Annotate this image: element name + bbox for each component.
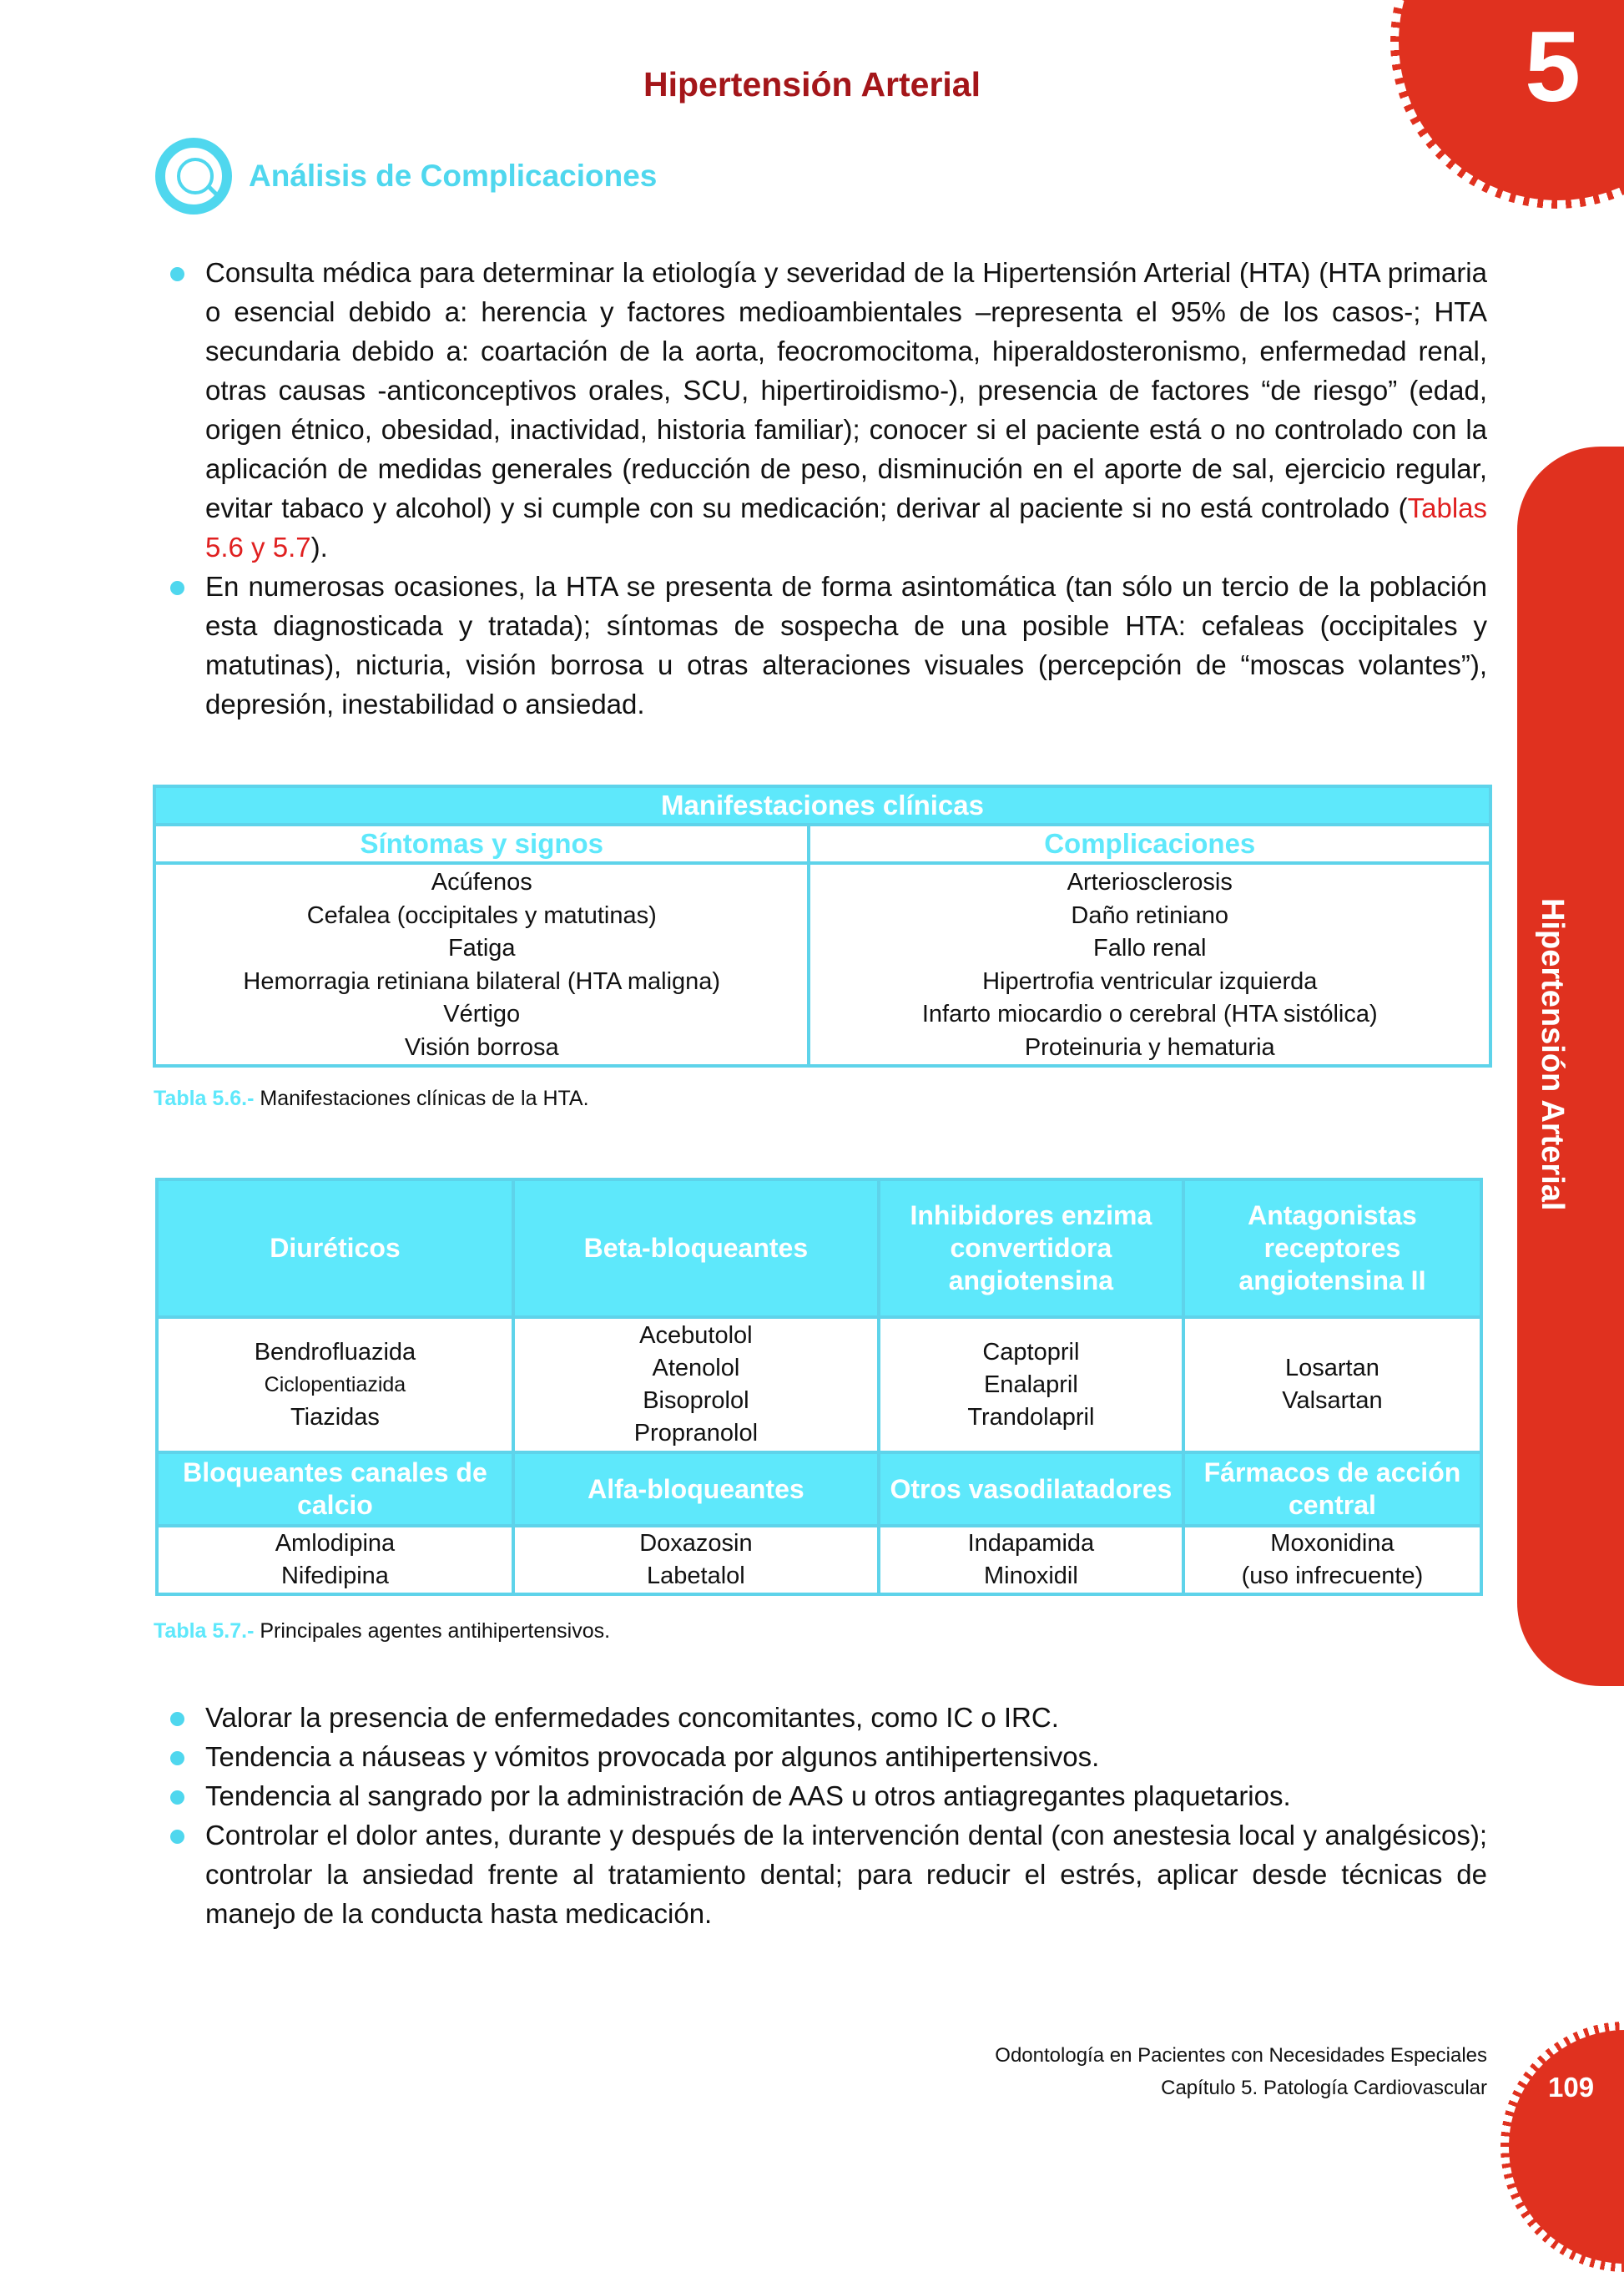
footer-chapter-title: Capítulo 5. Patología Cardiovascular <box>1161 2077 1487 2099</box>
table-cell <box>809 863 1490 1066</box>
caption-text: Manifestaciones clínicas de la HTA. <box>260 1087 589 1110</box>
list-item: (uso infrecuente) <box>1241 1563 1424 1589</box>
list-item: Enalapril <box>983 1371 1078 1398</box>
section-title: Análisis de Complicaciones <box>249 159 658 193</box>
list-item: Fatiga <box>447 935 516 962</box>
table-cell <box>879 1317 1183 1452</box>
column-header: Bloqueantes canales de calcio <box>157 1452 513 1526</box>
list-item: Tendencia a náuseas y vómitos provocada por algunos antihipertensivos. <box>170 1737 1487 1776</box>
list-item: Tiazidas <box>290 1403 380 1431</box>
table-caption <box>154 1619 610 1643</box>
section-heading <box>155 138 657 215</box>
table-title: Manifestaciones clínicas <box>154 786 1490 825</box>
list-item: Hipertrofia ventricular izquierda <box>982 967 1318 995</box>
list-item: Acebutolol <box>639 1322 753 1349</box>
list-item: Atenolol <box>652 1355 740 1381</box>
list-item: Fallo renal <box>1093 935 1207 962</box>
list-item: Daño retiniano <box>1071 901 1229 929</box>
list-item: Doxazosin <box>639 1530 753 1557</box>
list-item: Acúfenos <box>431 869 532 896</box>
table-reference-link[interactable]: Tablas 5.6 y 5.7 <box>205 492 1487 563</box>
list-item: Captopril <box>982 1338 1080 1366</box>
intro-bullet-list <box>170 253 1487 724</box>
side-tab-label: Hipertensión Arterial <box>1535 898 1570 1211</box>
list-item: Indapamida <box>967 1530 1095 1557</box>
table-cell <box>513 1317 879 1452</box>
column-header: Diuréticos <box>157 1179 513 1317</box>
list-item: Nifedipina <box>280 1563 389 1589</box>
list-item: Bisoprolol <box>643 1387 749 1414</box>
list-item: Bendrofluazida <box>254 1338 416 1366</box>
column-header: Fármacos de acción central <box>1183 1452 1481 1526</box>
column-header: Complicaciones <box>809 825 1490 863</box>
table-cell <box>1183 1526 1481 1594</box>
table-manifestaciones <box>153 785 1492 1068</box>
caption-label: Tabla 5.6.- <box>154 1087 255 1110</box>
caption-label: Tabla 5.7.- <box>154 1619 255 1643</box>
list-item: Ciclopentiazida <box>264 1372 406 1396</box>
list-item: Proteinuria y hematuria <box>1024 1033 1275 1061</box>
magnifier-icon <box>155 138 232 215</box>
list-item: Propranolol <box>633 1420 759 1447</box>
table-agentes <box>155 1178 1483 1596</box>
list-item: Trandolapril <box>967 1403 1095 1431</box>
page-number: 109 <box>1548 2072 1595 2103</box>
page-title: Hipertensión Arterial <box>643 65 981 104</box>
list-item: En numerosas ocasiones, la HTA se presenta de forma asintomática (tan sólo un tercio de la población esta diagnosticada y tratada); síntomas de sospecha de una posible HTA: cefaleas (occipitales y matutinas), nicturia, visión borrosa u otras alteraciones visuales (percepción de “moscas volantes”), depresión, inestabilidad o ansiedad. <box>170 567 1487 724</box>
column-header: Beta-bloqueantes <box>513 1179 879 1317</box>
column-header: Alfa-bloqueantes <box>513 1452 879 1526</box>
list-item: Moxonidina <box>1270 1530 1395 1557</box>
column-header: Síntomas y signos <box>154 825 809 863</box>
table-cell <box>154 863 809 1066</box>
list-item: Hemorragia retiniana bilateral (HTA maligna) <box>243 967 721 995</box>
list-item: Tendencia al sangrado por la administración de AAS u otros antiagregantes plaquetarios. <box>170 1776 1487 1815</box>
list-item: Amlodipina <box>275 1530 396 1557</box>
list-item: Losartan <box>1285 1355 1379 1381</box>
table-cell <box>1183 1317 1481 1452</box>
list-item: Arteriosclerosis <box>1067 869 1233 896</box>
column-header: Otros vasodilatadores <box>879 1452 1183 1526</box>
page-number-badge <box>1509 2030 1624 2264</box>
closing-bullet-list <box>170 1698 1487 1933</box>
list-item: Vértigo <box>443 1001 521 1027</box>
list-item <box>170 253 1487 567</box>
table-cell <box>879 1526 1183 1594</box>
list-item: Visión borrosa <box>404 1033 559 1061</box>
list-item: Valorar la presencia de enfermedades concomitantes, como IC o IRC. <box>170 1698 1487 1737</box>
table-cell <box>157 1317 513 1452</box>
table-cell <box>157 1526 513 1594</box>
list-item: Valsartan <box>1282 1387 1383 1414</box>
list-item: Controlar el dolor antes, durante y después de la intervención dental (con anestesia local y analgésicos); controlar la ansiedad frente al tratamiento dental; para reducir el estrés, aplicar desde técnicas de manejo de la conducta hasta medicación. <box>170 1815 1487 1933</box>
list-item: Infarto miocardio o cerebral (HTA sistólica) <box>921 1001 1378 1027</box>
chapter-number: 5 <box>1525 11 1581 123</box>
column-header: Antagonistas receptores angiotensina II <box>1183 1179 1481 1317</box>
caption-text: Principales agentes antihipertensivos. <box>260 1619 611 1643</box>
column-header: Inhibidores enzima convertidora angiotensina <box>879 1179 1183 1317</box>
list-item: Minoxidil <box>983 1563 1078 1589</box>
list-item: Cefalea (occipitales y matutinas) <box>306 901 657 929</box>
bullet-text: Consulta médica para determinar la etiología y severidad de la Hipertensión Arterial (HTA) (HTA primaria o esencial debido a: herencia y factores medioambientales –representa el 95% de los casos-; HTA secundaria debido a: coartación de la aorta, feocromocitoma, hiperaldosteronismo, enfermedad renal, otras causas -anticonceptivos orales, SCU, hipertiroidismo-), presencia de factores “de riesgo” (edad, origen étnico, obesidad, inactividad, historia familiar); conocer si el paciente está o no controlado con la aplicación de medidas generales (reducción de peso, disminución en el aporte de sal, ejercicio regular, evitar tabaco y alcohol) y si cumple con su medicación; derivar al paciente si no está controlado ( <box>205 257 1487 523</box>
footer-book-title: Odontología en Pacientes con Necesidades Especiales <box>995 2044 1487 2067</box>
bullet-text-end: ). <box>310 532 328 563</box>
table-cell <box>513 1526 879 1594</box>
list-item: Labetalol <box>647 1563 745 1589</box>
table-caption <box>154 1087 589 1111</box>
